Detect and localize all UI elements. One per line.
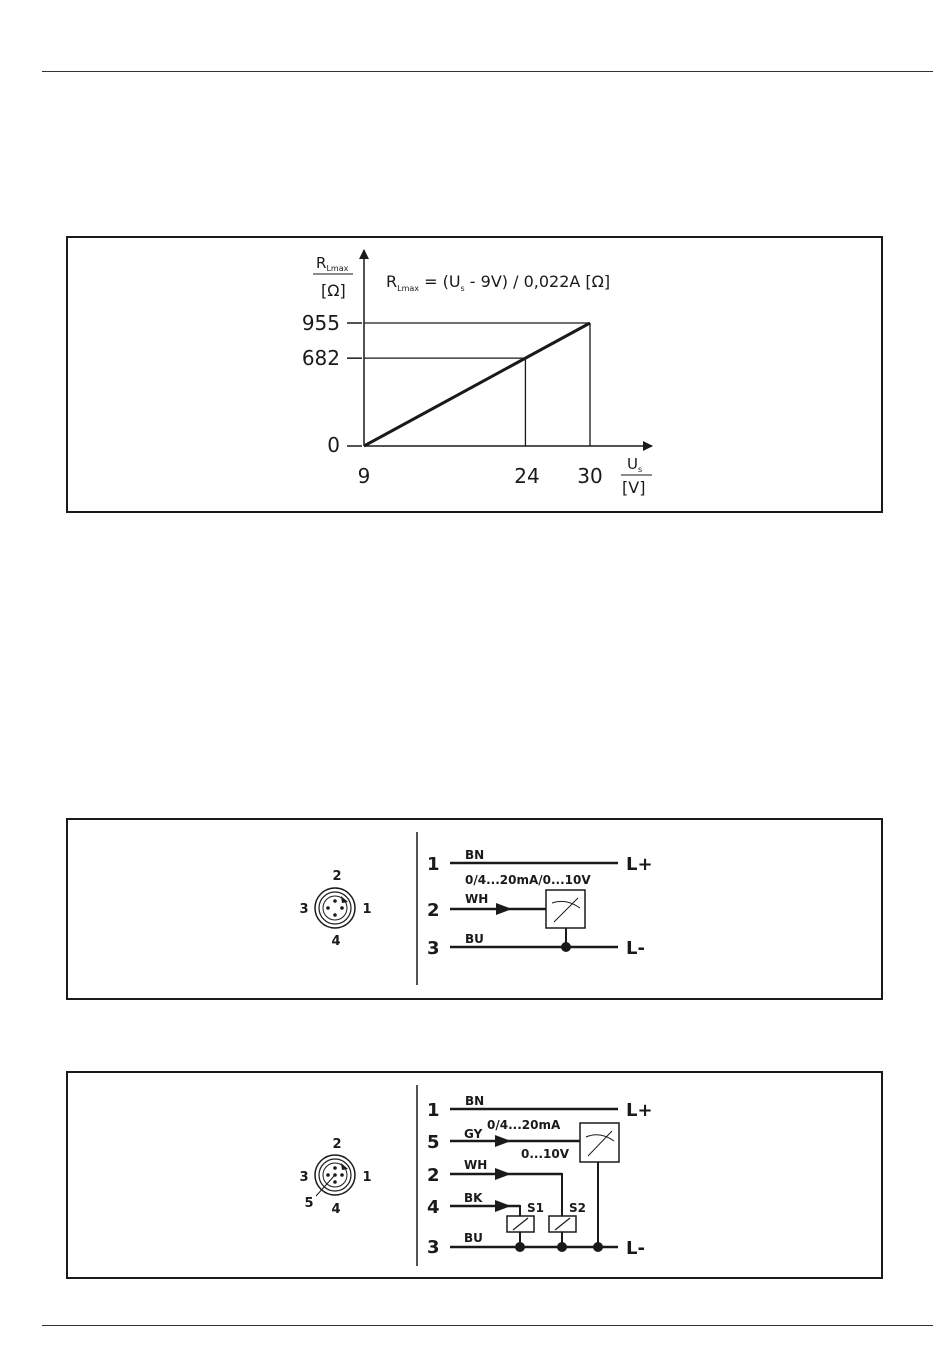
- y-axis-unit: [Ω]: [321, 281, 346, 300]
- svg-text:WH: WH: [465, 892, 489, 906]
- connector-pin-label: 3: [299, 1170, 309, 1185]
- switch-label: S2: [569, 1201, 586, 1215]
- svg-text:BN: BN: [465, 848, 485, 862]
- connector-pin-label: 4: [331, 934, 341, 949]
- voltage-label: 0...10V: [521, 1147, 570, 1161]
- y-tick-label: 955: [301, 311, 340, 335]
- bottom-rule: [42, 1325, 933, 1326]
- connector-pin-label: 1: [362, 902, 372, 917]
- connector-pin-label: 4: [331, 1202, 341, 1217]
- x-axis-unit: [V]: [622, 478, 646, 497]
- svg-text:L+: L+: [626, 854, 653, 875]
- svg-text:2: 2: [427, 1165, 440, 1186]
- y-tick-label: 0: [327, 433, 340, 457]
- y-tick-label: 682: [301, 346, 340, 370]
- y-axis-label: $R_{Lmax}$: [316, 254, 349, 273]
- svg-text:2: 2: [427, 900, 440, 921]
- svg-text:3: 3: [427, 1237, 440, 1258]
- svg-text:1: 1: [427, 1100, 440, 1121]
- svg-text:L+: L+: [626, 1100, 653, 1121]
- wiring-panel-5pin: [66, 1071, 883, 1279]
- x-tick-label: 9: [357, 464, 371, 488]
- x-tick-label: 30: [577, 464, 603, 488]
- switch-label: S1: [527, 1201, 544, 1215]
- svg-text:BN: BN: [465, 1094, 485, 1108]
- svg-text:5: 5: [427, 1132, 440, 1153]
- svg-text:BU: BU: [464, 1231, 483, 1245]
- signal-label: 0/4...20mA/0...10V: [465, 873, 591, 887]
- svg-text:L-: L-: [626, 938, 645, 959]
- connector-pin-label: 3: [299, 902, 309, 917]
- svg-text:GY: GY: [464, 1127, 483, 1141]
- svg-text:BK: BK: [464, 1191, 483, 1205]
- connector-pin-label: 5: [304, 1196, 314, 1211]
- svg-text:WH: WH: [464, 1158, 488, 1172]
- top-rule: [42, 71, 933, 72]
- x-tick-label: 24: [514, 464, 540, 488]
- connector-pin-label: 2: [332, 869, 342, 884]
- svg-text:3: 3: [427, 938, 440, 959]
- svg-text:BU: BU: [465, 932, 484, 946]
- connector-pin-label: 2: [332, 1137, 342, 1152]
- x-axis-label: $U_s$: [627, 455, 643, 474]
- current-label: 0/4...20mA: [487, 1118, 561, 1132]
- load-chart-panel: [66, 236, 883, 513]
- load-formula: $R_{Lmax} = (U_s - 9V) / 0,022A$ [Ω]: [386, 272, 611, 293]
- svg-text:1: 1: [427, 854, 440, 875]
- connector-pin-label: 1: [362, 1170, 372, 1185]
- svg-text:4: 4: [427, 1197, 440, 1218]
- wiring-panel-4pin: [66, 818, 883, 1000]
- svg-text:L-: L-: [626, 1238, 645, 1259]
